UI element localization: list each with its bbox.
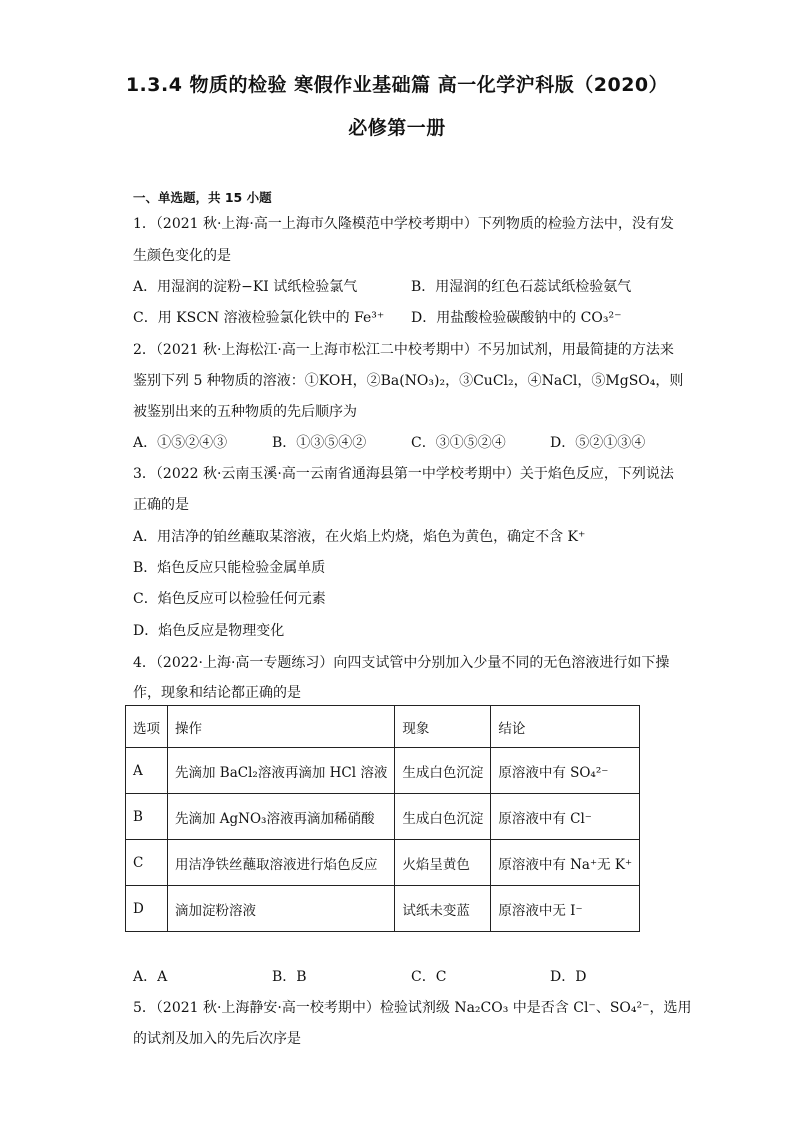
q5-stem-line1: 5．（2021 秋·上海静安·高一校考期中）检验试剂级 Na₂CO₃ 中是否含 Cl⁻、SO₄²⁻，选用	[133, 1000, 692, 1016]
q4-stem-line2: 作，现象和结论都正确的是	[133, 685, 301, 701]
cell-conclusion: 原溶液中无 I⁻	[491, 886, 640, 932]
q2-option-a: A．①⑤②④③	[133, 435, 228, 451]
q1-option-d: D．用盐酸检验碳酸钠中的 CO₃²⁻	[411, 310, 622, 326]
q4-stem-line1: 4．（2022·上海·高一专题练习）向四支试管中分别加入少量不同的无色溶液进行如下操	[133, 655, 670, 671]
q4-option-c: C．C	[411, 969, 447, 985]
q3-stem-line2: 正确的是	[133, 497, 189, 513]
cell-option: C	[126, 840, 168, 886]
q1-stem-line1: 1．（2021 秋·上海·高一上海市久隆模范中学校考期中）下列物质的检验方法中，没有发	[133, 216, 674, 232]
cell-phenomenon: 火焰呈黄色	[395, 840, 491, 886]
cell-conclusion: 原溶液中有 Cl⁻	[491, 794, 640, 840]
table-header-row	[126, 706, 640, 748]
q2-stem-line2: 鉴别下列 5 种物质的溶液：①KOH，②Ba(NO₃)₂，③CuCl₂，④NaCl，⑤MgSO₄，则	[133, 373, 684, 389]
q2-stem-line3: 被鉴别出来的五种物质的先后顺序为	[133, 404, 357, 420]
q4-option-d: D．D	[550, 969, 587, 985]
q1-stem-line2: 生颜色变化的是	[133, 248, 231, 264]
q4-option-a: A．A	[133, 969, 168, 985]
table-row	[126, 794, 640, 840]
q1-option-b: B．用湿润的红色石蕊试纸检验氨气	[411, 279, 632, 295]
doc-subtitle: 必修第一册	[348, 117, 446, 139]
q3-option-b: B．焰色反应只能检验金属单质	[133, 560, 326, 576]
table-row	[126, 840, 640, 886]
header-option: 选项	[126, 706, 168, 748]
cell-phenomenon: 生成白色沉淀	[395, 794, 491, 840]
q3-option-c: C．焰色反应可以检验任何元素	[133, 591, 326, 607]
section-heading: 一、单选题，共 15 小题	[133, 190, 272, 205]
header-phenomenon: 现象	[395, 706, 491, 748]
cell-option: B	[126, 794, 168, 840]
q5-stem-line2: 的试剂及加入的先后次序是	[133, 1031, 301, 1047]
cell-phenomenon: 试纸未变蓝	[395, 886, 491, 932]
q4-option-b: B．B	[272, 969, 307, 985]
cell-option: A	[126, 748, 168, 794]
q2-option-c: C．③①⑤②④	[411, 435, 506, 451]
cell-operation: 先滴加 BaCl₂溶液再滴加 HCl 溶液	[168, 748, 395, 794]
header-conclusion: 结论	[491, 706, 640, 748]
q3-option-d: D．焰色反应是物理变化	[133, 623, 285, 639]
header-operation: 操作	[168, 706, 395, 748]
cell-operation: 先滴加 AgNO₃溶液再滴加稀硝酸	[168, 794, 395, 840]
table-row	[126, 886, 640, 932]
cell-operation: 用洁净铁丝蘸取溶液进行焰色反应	[168, 840, 395, 886]
cell-conclusion: 原溶液中有 SO₄²⁻	[491, 748, 640, 794]
q2-option-b: B．①③⑤④②	[272, 435, 367, 451]
q3-option-a: A．用洁净的铂丝蘸取某溶液，在火焰上灼烧，焰色为黄色，确定不含 K⁺	[133, 529, 586, 545]
cell-conclusion: 原溶液中有 Na⁺无 K⁺	[491, 840, 640, 886]
q1-option-a: A．用湿润的淀粉−KI 试纸检验氯气	[133, 279, 358, 295]
cell-operation: 滴加淀粉溶液	[168, 886, 395, 932]
table-row	[126, 748, 640, 794]
q4-table	[125, 705, 640, 932]
q3-stem-line1: 3．（2022 秋·云南玉溪·高一云南省通海县第一中学校考期中）关于焰色反应，下列说法	[133, 466, 674, 482]
q2-stem-line1: 2．（2021 秋·上海松江·高一上海市松江二中校考期中）不另加试剂，用最简捷的方法来	[133, 342, 674, 358]
doc-title: 1.3.4 物质的检验 寒假作业基础篇 高一化学沪科版（2020）	[125, 74, 669, 96]
cell-option: D	[126, 886, 168, 932]
cell-phenomenon: 生成白色沉淀	[395, 748, 491, 794]
q2-option-d: D．⑤②①③④	[550, 435, 646, 451]
q1-option-c: C．用 KSCN 溶液检验氯化铁中的 Fe³⁺	[133, 310, 385, 326]
